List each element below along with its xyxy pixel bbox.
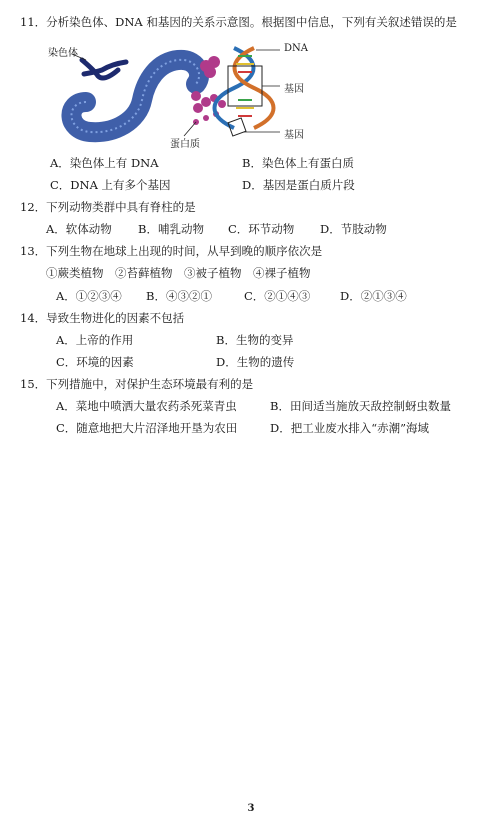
q12-option-d: D．节肢动物	[320, 222, 387, 236]
question-14-stem: 14．导致生物进化的因素不包括	[20, 311, 185, 325]
figure-label-gene-bottom: 基因	[284, 130, 304, 141]
q11-option-b: B．染色体上有蛋白质	[242, 156, 354, 170]
chromosome-dna-gene-figure	[46, 40, 306, 148]
q13-items: ①蕨类植物 ②苔藓植物 ③被子植物 ④裸子植物	[46, 266, 311, 280]
q14-option-b: B．生物的变异	[216, 333, 294, 347]
q15-option-b: B．田间适当施放天敌控制蚜虫数量	[270, 399, 451, 413]
figure-label-dna: DNA	[284, 43, 308, 54]
q12-option-c: C．环节动物	[228, 222, 295, 236]
q14-option-a: A．上帝的作用	[56, 333, 134, 347]
q13-option-d: D．②①③④	[340, 289, 407, 303]
page-number: 3	[247, 803, 255, 814]
question-13-stem: 13．下列生物在地球上出现的时间，从早到晚的顺序依次是	[20, 244, 323, 258]
dna-helix	[215, 48, 274, 128]
q15-option-c: C．随意地把大片沼泽地开垦为农田	[56, 421, 238, 435]
figure-label-protein: 蛋白质	[170, 139, 200, 150]
q11-option-d: D．基因是蛋白质片段	[242, 178, 355, 192]
figure-label-gene-top: 基因	[284, 84, 304, 95]
figure-label-chromosome: 染色体	[48, 48, 78, 59]
question-12-stem: 12．下列动物类群中具有脊柱的是	[20, 200, 196, 214]
q12-option-a: A．软体动物	[46, 222, 112, 236]
question-11-stem: 11．分析染色体、DNA 和基因的关系示意图。根据图中信息，下列有关叙述错误的是	[20, 15, 457, 29]
chromosome-shape	[82, 60, 126, 78]
q15-option-a: A．菜地中喷洒大量农药杀死菜青虫	[56, 399, 237, 413]
q11-option-a: A．染色体上有 DNA	[50, 156, 159, 170]
q15-option-d: D．把工业废水排入“赤潮”海域	[270, 421, 429, 435]
question-15-stem: 15．下列措施中，对保护生态环境最有利的是	[20, 377, 254, 391]
chromosome-diagram	[46, 40, 306, 148]
q13-option-a: A．①②③④	[56, 289, 122, 303]
q11-option-c: C．DNA 上有多个基因	[50, 178, 171, 192]
q13-option-b: B．④③②①	[146, 289, 212, 303]
q14-option-d: D．生物的遗传	[216, 355, 295, 369]
q13-option-c: C．②①④③	[244, 289, 311, 303]
q12-option-b: B．哺乳动物	[138, 222, 204, 236]
q14-option-c: C．环境的因素	[56, 355, 134, 369]
